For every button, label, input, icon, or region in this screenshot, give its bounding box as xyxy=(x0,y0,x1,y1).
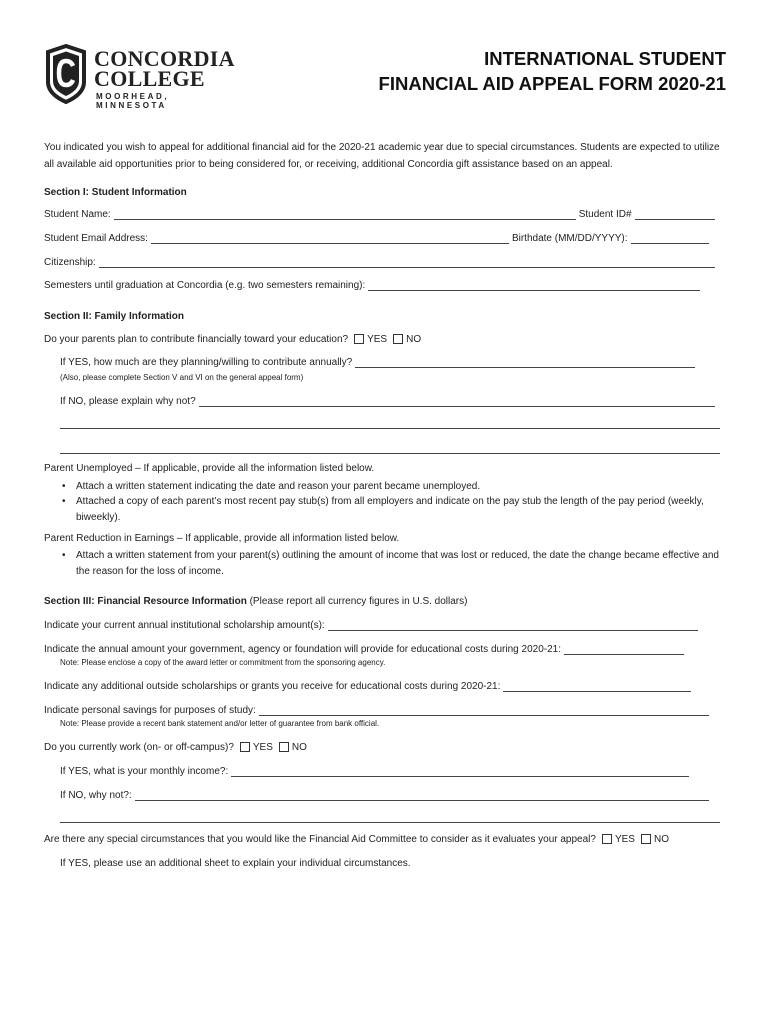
monthly-income-row xyxy=(60,766,689,777)
unemployed-bullet-2: • Attached a copy of each parent’s most recent pay stub(s) from all employers and indicate on the pay stub the length of the pay period (weekly, biweekly). xyxy=(60,494,728,526)
explain-no-line-3[interactable] xyxy=(60,453,720,454)
form-title xyxy=(379,46,726,96)
email-label: Student Email Address: xyxy=(44,233,148,244)
contribute-no-label: NO xyxy=(406,334,422,345)
work-no-label: NO xyxy=(291,742,307,753)
semesters-label: Semesters until graduation at Concordia (e.g. two semesters remaining): xyxy=(44,280,366,291)
savings-row xyxy=(44,705,709,716)
work-no-checkbox[interactable] xyxy=(279,742,289,752)
section3-title: Section III: Financial Resource Information xyxy=(44,596,247,607)
special-yes-label: YES xyxy=(614,834,635,845)
special-instruction-row xyxy=(60,858,411,869)
savings-field[interactable] xyxy=(259,706,709,716)
reduction-bullet-1: • Attach a written statement from your parent(s) outlining the amount of income that was lost or reduced, the date the change became effective and the reason for the loss of income. xyxy=(60,548,728,580)
work-yes-checkbox[interactable] xyxy=(240,742,250,752)
why-not-label: If NO, why not?: xyxy=(60,790,132,801)
monthly-income-label: If YES, what is your monthly income?: xyxy=(60,766,229,777)
birthdate-field[interactable] xyxy=(631,234,709,244)
citizenship-label: Citizenship: xyxy=(44,257,96,268)
scholarship-field[interactable] xyxy=(328,621,698,631)
outside-label: Indicate any additional outside scholarships or grants you receive for educational costs during 2020-21: xyxy=(44,681,501,692)
why-not-field[interactable] xyxy=(135,791,709,801)
student-name-field[interactable] xyxy=(114,210,576,220)
contribute-yes-checkbox[interactable] xyxy=(354,334,364,344)
intro-text: You indicated you wish to appeal for additional financial aid for the 2020-21 academic year due to special circumstances. Students are expected to utilize all available aid opportunities prior to being considered for, or receiving, additional Concordia gift assistance based on an appeal. xyxy=(44,142,720,170)
special-no-checkbox[interactable] xyxy=(641,834,651,844)
monthly-income-field[interactable] xyxy=(231,767,689,777)
email-row xyxy=(44,233,709,244)
special-question: Are there any special circumstances that you would like the Financial Aid Committee to consider as it evaluates your appeal? xyxy=(44,834,596,845)
student-name-label: Student Name: xyxy=(44,209,111,220)
student-id-field[interactable] xyxy=(635,210,715,220)
logo-line2: COLLEGE xyxy=(94,66,205,91)
semesters-row xyxy=(44,280,700,291)
parent-reduction-text: Parent Reduction in Earnings – If applicable, provide all information listed below. xyxy=(44,533,400,544)
logo-location: MOORHEAD, MINNESOTA xyxy=(96,92,170,110)
citizenship-row xyxy=(44,257,715,268)
contribute-question: Do your parents plan to contribute financially toward your education? xyxy=(44,334,349,345)
contribute-amount-label: If YES, how much are they planning/willing to contribute annually? xyxy=(60,357,353,368)
contribute-yes-label: YES xyxy=(367,334,388,345)
scholarship-row xyxy=(44,620,698,631)
section2-heading: Section II: Family Information xyxy=(44,311,185,322)
government-note: Note: Please enclose a copy of the award letter or commitment from the sponsoring agency. xyxy=(60,658,386,667)
shield-icon xyxy=(44,44,88,104)
logo-line1: CONCORDIA xyxy=(94,46,235,71)
contribute-note: (Also, please complete Section V and VI on the general appeal form) xyxy=(60,373,304,382)
work-question: Do you currently work (on- or off-campus)? xyxy=(44,742,234,753)
why-not-row xyxy=(60,790,709,801)
explain-no-label: If NO, please explain why not? xyxy=(60,396,196,407)
contribute-amount-field[interactable] xyxy=(355,358,695,368)
special-yes-checkbox[interactable] xyxy=(602,834,612,844)
special-no-label: NO xyxy=(653,834,669,845)
explain-no-field[interactable] xyxy=(199,397,715,407)
contribute-amount-row xyxy=(60,357,695,368)
unemployed-bullet-1: • Attach a written statement indicating the date and reason your parent became unemployed. xyxy=(60,479,728,495)
explain-no-line-2[interactable] xyxy=(60,428,720,429)
semesters-field[interactable] xyxy=(368,281,700,291)
title-line1: INTERNATIONAL STUDENT xyxy=(484,48,726,69)
parent-unemployed-text: Parent Unemployed – If applicable, provide all the information listed below. xyxy=(44,463,375,474)
outside-field[interactable] xyxy=(503,682,691,692)
work-row xyxy=(44,742,307,753)
section3-note: (Please report all currency figures in U.S. dollars) xyxy=(249,596,468,607)
scholarship-label: Indicate your current annual institutional scholarship amount(s): xyxy=(44,620,325,631)
outside-row xyxy=(44,681,691,692)
government-label: Indicate the annual amount your government, agency or foundation will provide for educational costs during 2020-21: xyxy=(44,644,561,655)
title-line2: FINANCIAL AID APPEAL FORM 2020-21 xyxy=(378,73,726,94)
government-field[interactable] xyxy=(564,645,684,655)
contribute-row xyxy=(44,334,421,345)
work-yes-label: YES xyxy=(252,742,273,753)
email-field[interactable] xyxy=(151,234,509,244)
why-not-line-2[interactable] xyxy=(60,822,720,823)
section3-heading xyxy=(44,596,467,607)
savings-label: Indicate personal savings for purposes of study: xyxy=(44,705,256,716)
special-instruction: If YES, please use an additional sheet to explain your individual circumstances. xyxy=(60,858,411,869)
special-row xyxy=(44,834,669,845)
student-name-row xyxy=(44,209,715,220)
savings-note: Note: Please provide a recent bank statement and/or letter of guarantee from bank official. xyxy=(60,719,380,728)
college-logo xyxy=(44,44,244,110)
contribute-no-checkbox[interactable] xyxy=(393,334,403,344)
citizenship-field[interactable] xyxy=(99,258,715,268)
government-row xyxy=(44,644,684,655)
explain-no-row xyxy=(60,396,715,407)
student-id-label: Student ID# xyxy=(578,209,632,220)
birthdate-label: Birthdate (MM/DD/YYYY): xyxy=(511,233,628,244)
section1-heading: Section I: Student Information xyxy=(44,187,187,198)
